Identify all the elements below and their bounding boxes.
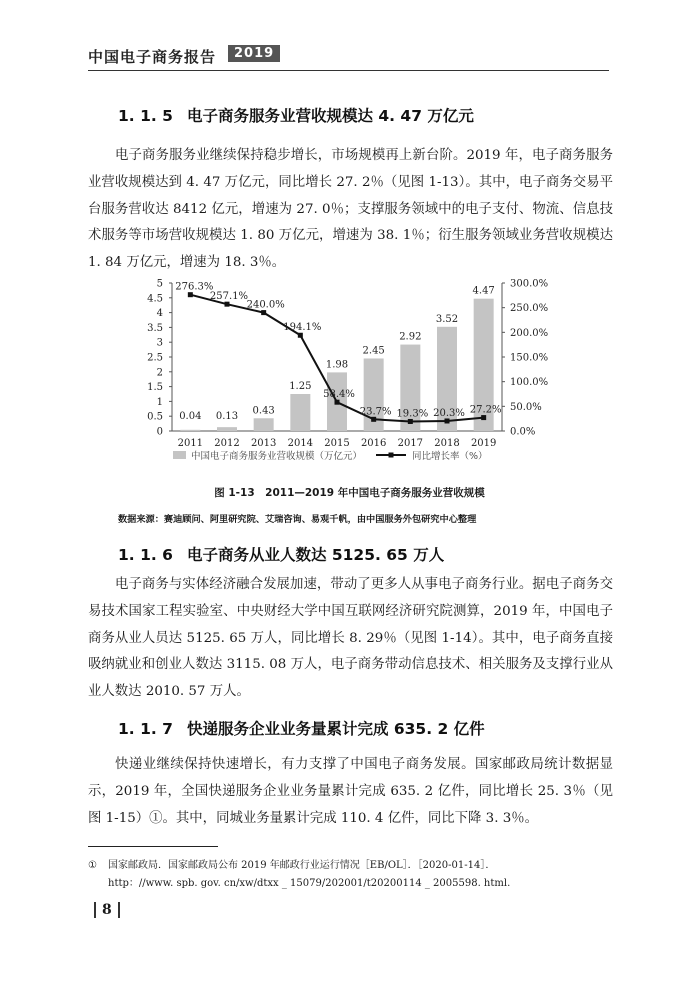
legend-line-marker [389,453,394,458]
bar-value-label: 2.45 [362,345,385,357]
x-tick-label: 2019 [470,438,497,449]
page-number-bar-right [118,902,120,918]
revenue-chart [118,275,558,470]
figure-source: 数据来源：赛迪顾问、阿里研究院、艾瑞咨询、易观千帆，由中国服务外包研究中心整理 [118,514,477,525]
y-right-tick-label: 300.0% [510,278,549,290]
page-number-value: 8 [102,902,112,918]
y-left-tick-label: 5 [156,278,163,290]
growth-rate-label: 58.4% [323,389,355,401]
x-tick-label: 2017 [397,438,424,449]
y-left-tick-label: 2.5 [147,352,163,364]
y-left-tick-label: 3 [156,337,163,349]
growth-rate-label: 23.7% [359,406,392,418]
growth-point-2015 [335,400,340,405]
growth-point-2011 [188,292,193,297]
x-tick-label: 2012 [214,438,240,449]
bar-value-label: 0.13 [215,411,239,422]
page-number-bar-left [94,902,96,918]
running-header [88,44,609,71]
section-number: 1. 1. 5 [118,107,173,125]
bar-value-label: 3.52 [435,313,459,325]
y-left-tick-label: 4.5 [147,293,163,305]
bar-2011 [180,430,200,431]
paragraph-service-revenue: 电子商务服务业继续保持稳步增长，市场规模再上新台阶。2019 年，电子商务服务业营收规模达到 4. 47 万亿元，同比增长 27. 2％（见图 1-13）。其中，电子商务交易平台服务营收达 8412 亿元，增速为 27. 0％；支撑服务领域中的电子支付、物流、信息技术服务等市场营收规模达 1. 80 万亿元，增速为 38. 1％；衍生服务领域业务营收规模达 1. 84 万亿元，增速为 18. 3％。 [88,148,613,271]
y-right-tick-label: 50.0% [510,401,542,413]
y-right-tick-label: 200.0% [510,327,549,339]
footnote-divider [88,846,218,847]
growth-rate-label: 20.3% [433,407,465,419]
report-title: 中国电子商务报告 [88,48,217,66]
growth-rate-label: 27.2% [469,404,502,416]
y-left-tick-label: 1.5 [147,382,163,394]
bar-2012 [217,427,237,431]
growth-point-2019 [481,415,486,420]
x-tick-label: 2013 [250,438,277,449]
legend-bar-swatch [173,451,186,459]
x-tick-label: 2016 [360,438,387,449]
x-tick-label: 2011 [177,438,204,449]
bar-value-label: 0.43 [252,405,275,417]
bar-value-label: 1.25 [289,381,312,392]
y-left-tick-label: 0 [156,426,163,438]
section-title: 电子商务从业人数达 5125. 65 万人 [186,546,445,564]
growth-point-2013 [261,310,266,315]
growth-point-2014 [298,333,303,338]
growth-rate-label: 276.3% [175,281,214,293]
growth-point-2016 [371,417,376,422]
section-heading-1-1-6 [118,543,444,565]
y-left-tick-label: 2 [156,367,163,379]
x-tick-label: 2015 [324,438,350,449]
y-left-tick-label: 4 [156,308,163,320]
y-left-tick-label: 1 [156,396,163,408]
x-tick-label: 2018 [434,438,460,449]
section-heading-1-1-7 [118,717,485,739]
footnote-mark: ① [88,860,97,871]
bar-2013 [254,418,274,431]
growth-point-2012 [225,302,230,307]
section-number: 1. 1. 7 [118,720,173,738]
footnote [88,857,618,893]
report-year-badge: 2019 [228,45,280,62]
paragraph-employment: 电子商务与实体经济融合发展加速，带动了更多人从事电子商务行业。据电子商务交易技术国家工程实验室、中央财经大学中国互联网经济研究院测算，2019 年，中国电子商务从业人员达 5125. 65 万人，同比增长 8. 29％（见图 1-14）。其中，电子商务直接吸纳就业和创业人数达 3115. 08 万人，电子商务带动信息技术、相关服务及支撑行业从业人数达 2010. 57 万人。 [88,577,613,700]
y-right-tick-label: 0.0% [510,426,536,438]
bar-value-label: 0.04 [179,411,202,422]
section-title: 快递服务企业业务量累计完成 635. 2 亿件 [186,720,485,738]
bar-2014 [290,394,310,431]
legend-line-label: 同比增长率（%） [412,451,488,462]
y-right-tick-label: 100.0% [510,377,549,389]
page-number [88,902,126,918]
y-right-tick-label: 150.0% [510,352,549,364]
legend-bar-label: 中国电子商务服务业营收规模（万亿元） [191,451,363,462]
y-left-tick-label: 0.5 [147,411,163,423]
y-left-tick-label: 3.5 [147,322,163,334]
x-tick-label: 2014 [287,438,314,449]
growth-rate-label: 19.3% [396,408,429,420]
figure-caption: 图 1-13 2011—2019 年中国电子商务服务业营收规模 [214,487,485,499]
section-title: 电子商务服务业营收规模达 4. 47 万亿元 [186,107,474,125]
growth-point-2017 [408,419,413,424]
section-number: 1. 1. 6 [118,546,173,564]
bar-value-label: 4.47 [472,285,495,297]
growth-rate-label: 240.0% [246,299,285,311]
footnote-text: 国家邮政局．国家邮政局公布 2019 年邮政行业运行情况［EB/OL］．［2020-01-14］． [108,860,496,871]
bar-value-label: 2.92 [399,331,422,343]
paragraph-express-delivery: 快递业继续保持快速增长，有力支撑了中国电子商务发展。国家邮政局统计数据显示，2019 年，全国快递服务企业业务量累计完成 635. 2 亿件，同比增长 25. 3％（见图 1-15）①。其中，同城业务量累计完成 110. 4 亿件，同比下降 3. 3％。 [88,757,613,826]
y-right-tick-label: 250.0% [510,303,549,315]
footnote-url: http：//www. spb. gov. cn/xw/dtxx _ 15079/202001/t20200114 _ 2005598. html. [108,878,511,889]
growth-rate-label: 194.1% [283,322,322,334]
bar-value-label: 1.98 [325,359,349,371]
growth-rate-label: 257.1% [209,291,249,303]
section-heading-1-1-5 [118,104,474,126]
growth-point-2018 [445,418,450,423]
